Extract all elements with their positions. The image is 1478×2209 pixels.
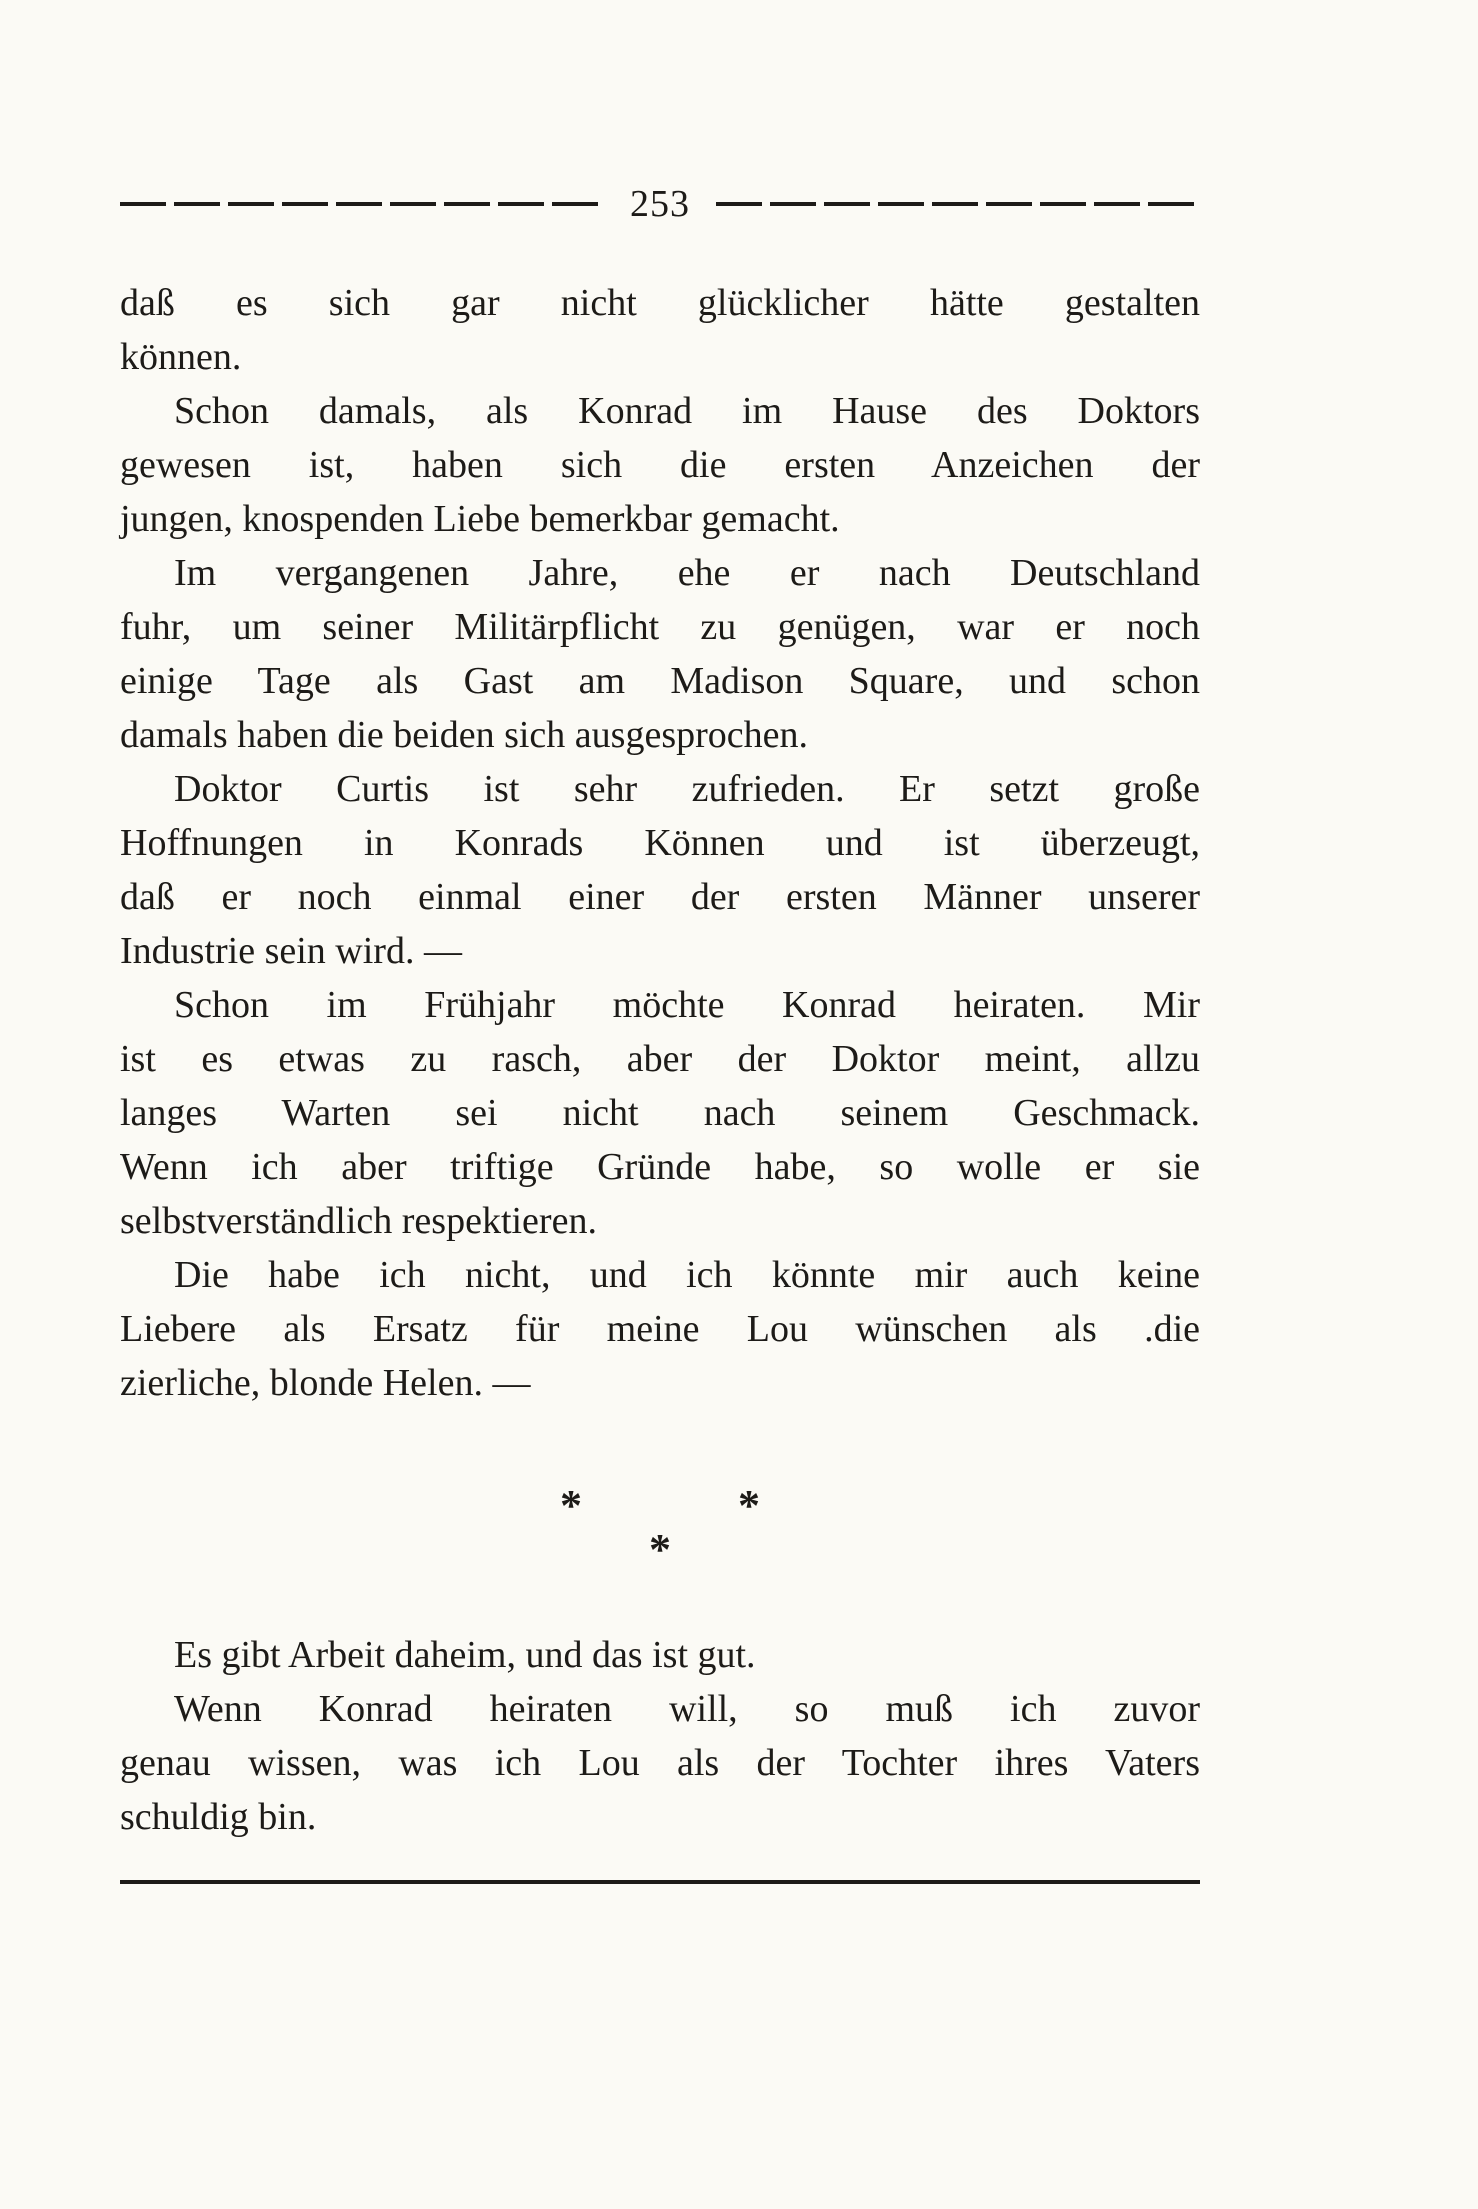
page-content: [120, 182, 1200, 1884]
text-line: fuhr, um seiner Militärpflicht zu genügen, war er noch: [120, 606, 1200, 648]
section-separator: [120, 1481, 1200, 1574]
header-rule-left: [120, 202, 604, 206]
text-line: Liebere als Ersatz für meine Lou wünschen als .die: [120, 1308, 1200, 1350]
text-line: Die habe ich nicht, und ich könnte mir auch keine: [174, 1254, 1200, 1296]
text-line: Hoffnungen in Konrads Können und ist überzeugt,: [120, 822, 1200, 864]
asterisk: *: [649, 1525, 671, 1574]
asterisk: *: [560, 1481, 582, 1530]
text-line: damals haben die beiden sich ausgesprochen.: [120, 714, 808, 756]
paragraph: [120, 1682, 1200, 1844]
text-line: selbstverständlich respektieren.: [120, 1200, 597, 1242]
page-header: [120, 182, 1200, 226]
text-line: schuldig bin.: [120, 1796, 317, 1838]
text-line: daß er noch einmal einer der ersten Männer unserer: [120, 876, 1200, 918]
paragraph: [120, 1248, 1200, 1410]
text-line: daß es sich gar nicht glücklicher hätte gestalten: [120, 282, 1200, 324]
text-line: Es gibt Arbeit daheim, und das ist gut.: [174, 1634, 756, 1676]
asterisk: *: [738, 1481, 760, 1530]
text-line: einige Tage als Gast am Madison Square, und schon: [120, 660, 1200, 702]
text-line: langes Warten sei nicht nach seinem Geschmack.: [120, 1092, 1200, 1134]
paragraph: [120, 1628, 1200, 1682]
text-line: Wenn ich aber triftige Gründe habe, so wolle er sie: [120, 1146, 1200, 1188]
text-line: zierliche, blonde Helen. —: [120, 1362, 531, 1404]
text-line: können.: [120, 336, 242, 378]
body-text-top: [120, 276, 1200, 1410]
text-line: genau wissen, was ich Lou als der Tochter ihres Vaters: [120, 1742, 1200, 1784]
text-line: Im vergangenen Jahre, ehe er nach Deutschland: [174, 552, 1200, 594]
asterisk-row: [120, 1481, 1200, 1530]
header-rule-right: [716, 202, 1200, 206]
footer-rule: [120, 1880, 1200, 1884]
paragraph: [120, 546, 1200, 762]
text-line: Wenn Konrad heiraten will, so muß ich zuvor: [174, 1688, 1200, 1730]
paragraph: [120, 762, 1200, 978]
paragraph: [120, 276, 1200, 384]
body-text-bottom: [120, 1628, 1200, 1844]
text-line: Doktor Curtis ist sehr zufrieden. Er setzt große: [174, 768, 1200, 810]
paragraph: [120, 384, 1200, 546]
text-line: ist es etwas zu rasch, aber der Doktor meint, allzu: [120, 1038, 1200, 1080]
paragraph: [120, 978, 1200, 1248]
text-line: gewesen ist, haben sich die ersten Anzeichen der: [120, 444, 1200, 486]
page-number: 253: [630, 183, 690, 225]
text-line: Schon damals, als Konrad im Hause des Doktors: [174, 390, 1200, 432]
text-line: Schon im Frühjahr möchte Konrad heiraten. Mir: [174, 984, 1200, 1026]
text-line: jungen, knospenden Liebe bemerkbar gemacht.: [120, 498, 840, 540]
asterisk-row-below: [120, 1525, 1200, 1574]
text-line: Industrie sein wird. —: [120, 930, 462, 972]
